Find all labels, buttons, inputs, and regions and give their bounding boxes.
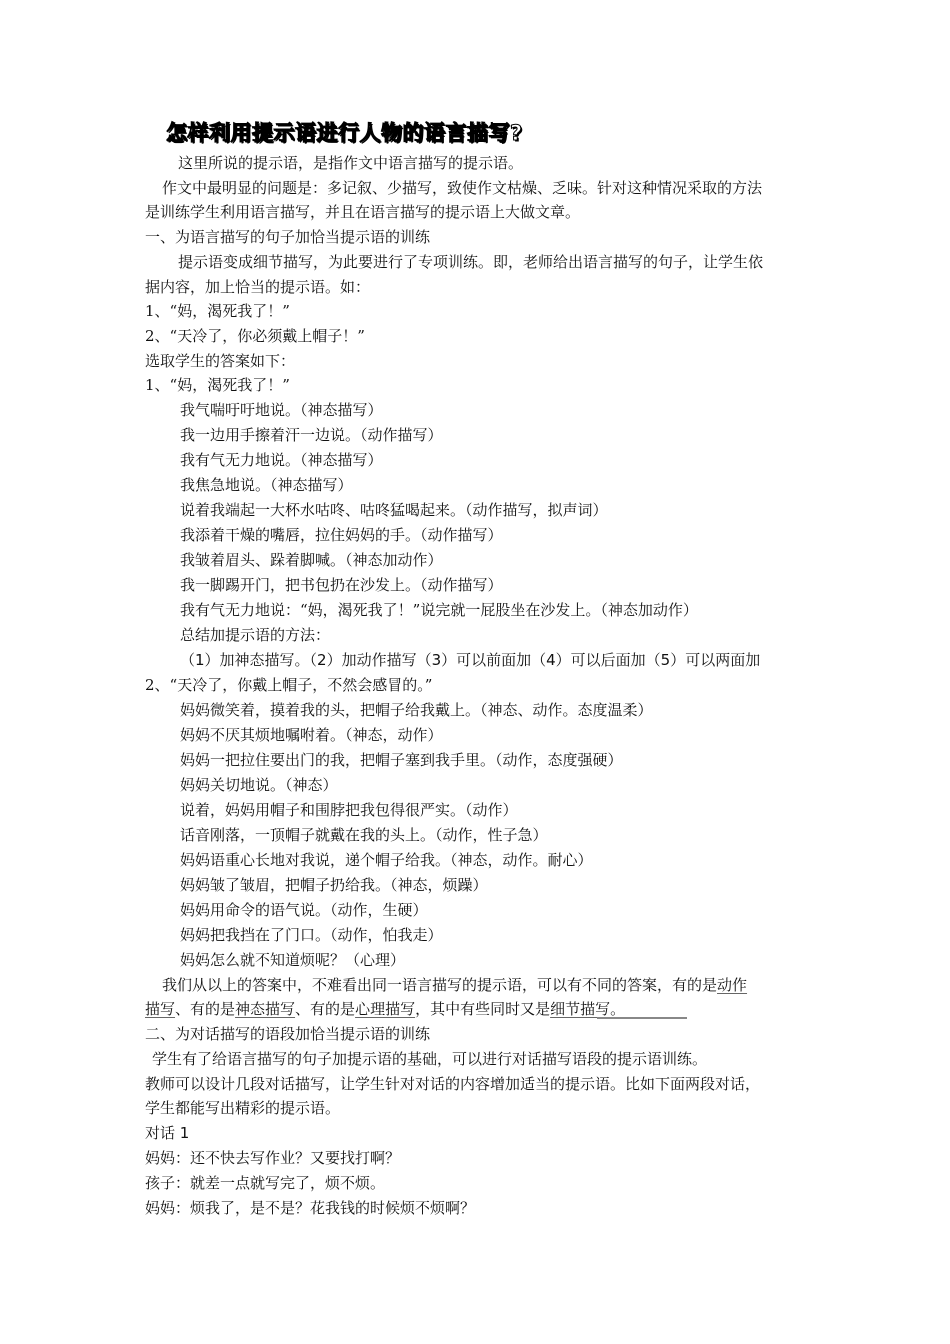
underlined-term: 心理描写 (355, 1000, 416, 1018)
example-line: 2、“天冷了，你必须戴上帽子！” (145, 327, 365, 345)
summary-methods: （1）加神态描写。（2）加动作描写（3）可以前面加（4）可以后面加（5）可以两面加 (180, 651, 761, 669)
answer-line: 妈妈用命令的语气说。（动作，生硬） (180, 901, 428, 919)
answer-line: 妈妈不厌其烦地嘱咐着。（神态，动作） (180, 726, 443, 744)
answer-line: 我添着干燥的嘴唇，拉住妈妈的手。（动作描写） (180, 526, 503, 544)
answer-line: 妈妈一把拉住要出门的我，把帽子塞到我手里。（动作，态度强硬） (180, 751, 623, 769)
section-heading: 二、为对话描写的语段加恰当提示语的训练 (145, 1025, 431, 1043)
conclusion-text: 、有的是 (295, 1000, 356, 1018)
underlined-term: 细节描写。 (550, 1000, 626, 1018)
underlined-term: 动作 (717, 976, 748, 994)
answers-intro: 选取学生的答案如下： (145, 352, 296, 370)
answer-line: 我有气无力地说：“妈，渴死我了！”说完就一屁股坐在沙发上。（神态加动作） (180, 601, 698, 619)
answer-line: 说着我端起一大杯水咕咚、咕咚猛喝起来。（动作描写，拟声词） (180, 501, 608, 519)
answer-line: 妈妈关切地说。（神态） (180, 776, 338, 794)
answer-line: 话音刚落，一顶帽子就戴在我的头上。（动作，性子急） (180, 826, 548, 844)
paragraph-line: 据内容，加上恰当的提示语。如： (145, 278, 371, 296)
answer-line: 妈妈把我挡在了门口。（动作，怕我走） (180, 926, 443, 944)
answer-line: 我一边用手擦着汗一边说。（动作描写） (180, 426, 443, 444)
conclusion-line (162, 974, 747, 996)
underline-rule (597, 1017, 687, 1019)
answer-group-heading: 1、“妈，渴死我了！” (145, 376, 290, 394)
document-title: 怎样利用提示语进行人物的语言描写? (166, 121, 523, 145)
answer-line: 我皱着眉头、跺着脚喊。（神态加动作） (180, 551, 443, 569)
paragraph-line: 提示语变成细节描写，为此要进行了专项训练。即，老师给出语言描写的句子，让学生依 (178, 253, 764, 271)
paragraph-line: 教师可以设计几段对话描写，让学生针对对话的内容增加适当的提示语。比如下面两段对话， (145, 1075, 761, 1093)
answer-line: 妈妈皱了皱眉，把帽子扔给我。（神态，烦躁） (180, 876, 488, 894)
paragraph-line: 学生有了给语言描写的句子加提示语的基础，可以进行对话描写语段的提示语训练。 (152, 1050, 708, 1068)
paragraph-line: 是训练学生利用语言描写，并且在语言描写的提示语上大做文章。 (145, 203, 581, 221)
dialog-line: 孩子：就差一点就写完了，烦不烦。 (145, 1174, 386, 1192)
answer-line: 我一脚踢开门，把书包扔在沙发上。（动作描写） (180, 576, 503, 594)
answer-group-heading: 2、“天冷了，你戴上帽子，不然会感冒的。” (145, 676, 433, 694)
summary-heading: 总结加提示语的方法： (180, 626, 331, 644)
conclusion-text: 我们从以上的答案中，不难看出同一语言描写的提示语，可以有不同的答案，有的是 (162, 976, 718, 994)
conclusion-text: 、有的是 (175, 1000, 236, 1018)
answer-line: 妈妈微笑着，摸着我的头，把帽子给我戴上。（神态、动作。态度温柔） (180, 701, 653, 719)
intro-line: 这里所说的提示语，是指作文中语言描写的提示语。 (178, 154, 524, 172)
paragraph-line: 作文中最明显的问题是：多记叙、少描写，致使作文枯燥、乏味。针对这种情况采取的方法 (162, 179, 763, 197)
underlined-term: 描写 (145, 1000, 176, 1018)
dialog-line: 妈妈：还不快去写作业？又要找打啊？ (145, 1149, 401, 1167)
conclusion-text: ，其中有些同时又是 (415, 1000, 551, 1018)
underlined-term: 神态描写 (235, 1000, 296, 1018)
answer-line: 妈妈语重心长地对我说，递个帽子给我。（神态，动作。耐心） (180, 851, 593, 869)
answer-line: 我气喘吁吁地说。（神态描写） (180, 401, 383, 419)
paragraph-line: 学生都能写出精彩的提示语。 (145, 1099, 341, 1117)
answer-line: 说着，妈妈用帽子和围脖把我包得很严实。（动作） (180, 801, 518, 819)
answer-line: 我焦急地说。（神态描写） (180, 476, 353, 494)
answer-line: 我有气无力地说。（神态描写） (180, 451, 383, 469)
dialog-heading: 对话 1 (145, 1124, 190, 1142)
example-line: 1、“妈，渴死我了！” (145, 302, 290, 320)
section-heading: 一、为语言描写的句子加恰当提示语的训练 (145, 228, 431, 246)
conclusion-line (145, 998, 625, 1020)
answer-line: 妈妈怎么就不知道烦呢？（心理） (180, 951, 406, 969)
dialog-line: 妈妈：烦我了，是不是？花我钱的时候烦不烦啊？ (145, 1199, 476, 1217)
